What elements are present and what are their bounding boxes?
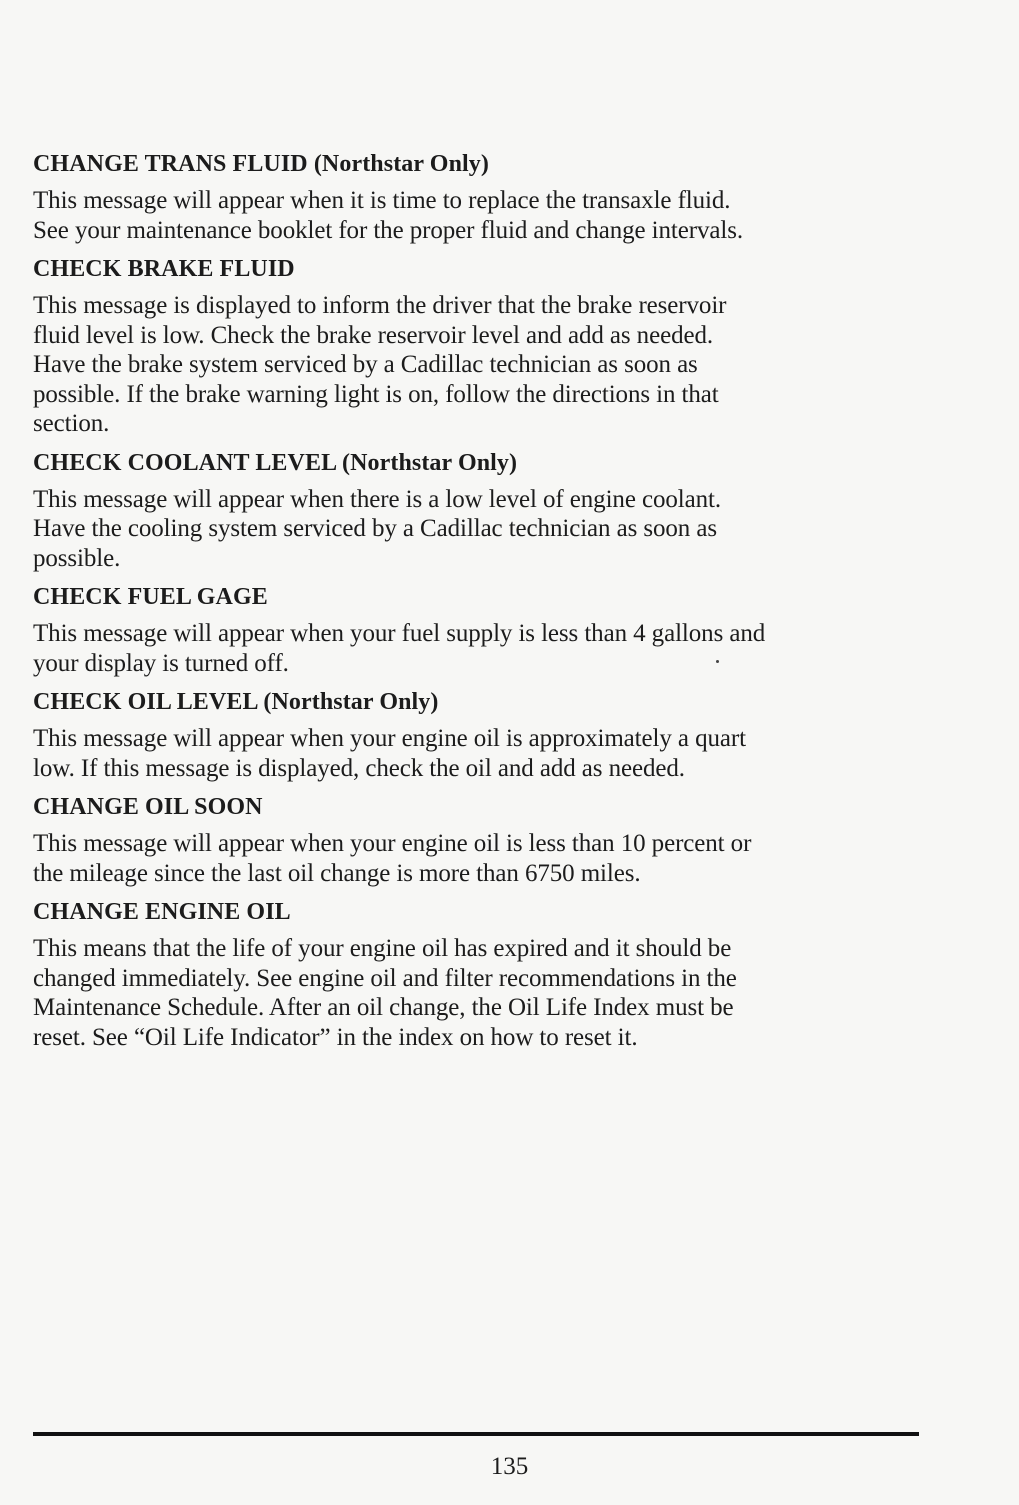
section-body xyxy=(33,291,913,439)
body-line: section. xyxy=(33,410,110,437)
body-line: the mileage since the last oil change is more than 6750 miles. xyxy=(33,859,641,887)
section-qualifier: (Northstar Only) xyxy=(313,151,489,177)
section-title: CHECK OIL LEVEL xyxy=(33,689,258,715)
section-heading xyxy=(33,791,913,823)
section-title: CHANGE ENGINE OIL xyxy=(33,899,291,925)
body-line: This message will appear when there is a low level of engine coolant. xyxy=(33,485,722,513)
section-title: CHECK FUEL GAGE xyxy=(33,584,268,610)
section-qualifier: (Northstar Only) xyxy=(341,449,518,476)
section-title: CHANGE OIL SOON xyxy=(33,794,263,820)
manual-page-content xyxy=(33,148,913,1060)
body-line: Maintenance Schedule. After an oil change, the Oil Life Index must be xyxy=(33,994,734,1021)
section-body xyxy=(33,724,913,783)
section-body xyxy=(33,829,913,888)
body-line: This message will appear when your engine oil is less than 10 percent or xyxy=(33,830,752,857)
section-body xyxy=(33,934,913,1052)
body-line: fluid level is low. Check the brake reservoir level and add as needed. xyxy=(33,321,714,349)
section-title: CHECK COOLANT LEVEL xyxy=(33,449,336,476)
section-body xyxy=(33,485,913,574)
section-change-engine-oil xyxy=(33,896,913,1052)
section-check-coolant-level xyxy=(33,447,913,574)
body-line: This message will appear when your fuel supply is less than 4 gallons and xyxy=(33,620,766,647)
body-line: Have the brake system serviced by a Cadillac technician as soon as xyxy=(33,351,698,378)
section-heading xyxy=(33,253,913,285)
body-line: low. If this message is displayed, check the oil and add as needed. xyxy=(33,754,685,782)
body-line: This message is displayed to inform the driver that the brake reservoir xyxy=(33,292,727,319)
section-check-brake-fluid xyxy=(33,253,913,439)
body-line: possible. If the brake warning light is on, follow the directions in that xyxy=(33,380,719,408)
section-check-oil-level xyxy=(33,686,913,783)
body-line: Have the cooling system serviced by a Cadillac technician as soon as xyxy=(33,515,717,542)
section-title: CHECK BRAKE FLUID xyxy=(33,256,295,282)
body-line: your display is turned off. xyxy=(33,649,289,677)
section-change-trans-fluid xyxy=(33,148,913,245)
section-title: CHANGE TRANS FLUID xyxy=(33,151,308,177)
section-heading xyxy=(33,581,913,613)
section-heading xyxy=(33,896,913,928)
body-line: This message will appear when your engine oil is approximately a quart xyxy=(33,725,746,752)
footer-rule xyxy=(33,1432,919,1436)
section-qualifier: (Northstar Only) xyxy=(263,689,439,715)
section-heading xyxy=(33,148,913,180)
page-number: 135 xyxy=(490,1453,529,1480)
body-line: changed immediately. See engine oil and filter recommendations in the xyxy=(33,964,737,992)
body-line: This means that the life of your engine oil has expired and it should be xyxy=(33,935,732,962)
section-change-oil-soon xyxy=(33,791,913,888)
print-speck xyxy=(716,660,719,663)
section-body xyxy=(33,186,913,245)
body-line: This message will appear when it is time to replace the transaxle fluid. xyxy=(33,187,731,214)
body-line: reset. See “Oil Life Indicator” in the index on how to reset it. xyxy=(33,1023,638,1051)
section-heading xyxy=(33,447,913,479)
body-line: possible. xyxy=(33,544,121,572)
section-check-fuel-gage xyxy=(33,581,913,678)
section-body xyxy=(33,619,913,678)
section-heading xyxy=(33,686,913,718)
body-line: See your maintenance booklet for the proper fluid and change intervals. xyxy=(33,216,744,244)
